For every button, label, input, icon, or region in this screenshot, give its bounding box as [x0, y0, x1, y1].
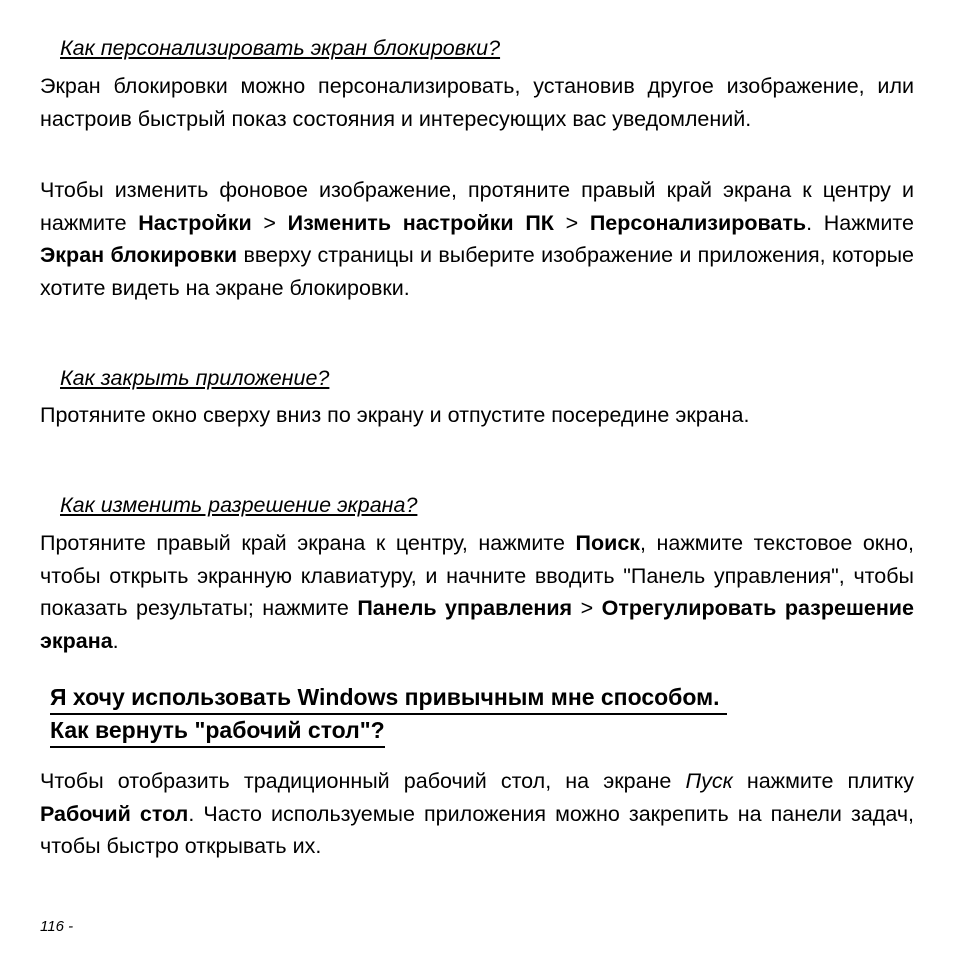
ui-term-change-pc-settings: Изменить настройки ПК [287, 210, 554, 235]
ui-term-control-panel: Панель управления [357, 596, 573, 620]
question-lock-screen: Как персонализировать экран блокировки? [60, 36, 501, 60]
section-heading-line1: Я хочу использовать Windows привычным мне способом. [50, 682, 727, 715]
paragraph-close-app: Протяните окно сверху вниз по экрану и отпустите посередине экрана. [40, 403, 750, 427]
ui-term-search: Поиск [575, 531, 641, 555]
section-heading-line2: Как вернуть "рабочий стол"? [50, 715, 385, 748]
ui-term-personalize: Персонализировать [589, 210, 807, 235]
paragraph-desktop: Чтобы отобразить традиционный рабочий стол, на экране Пуск нажмите плитку Рабочий стол. Часто используемые приложения можно закрепить на панели задач, чтобы быстро открывать их. [40, 769, 914, 858]
ui-term-lock-screen: Экран блокировки [40, 243, 238, 267]
ui-term-desktop-tile: Рабочий стол [40, 801, 189, 826]
paragraph-lock-screen-steps: Чтобы изменить фоновое изображение, протяните правый край экрана к центру и нажмите Настройки > Изменить настройки ПК > Персонализировать. Нажмите Экран блокировки вверху страницы и выберите изображение и приложения, которые хотите видеть на экране блокировки. [40, 178, 915, 300]
ui-term-start: Пуск [685, 769, 733, 793]
question-close-app: Как закрыть приложение? [60, 366, 330, 390]
question-screen-resolution: Как изменить разрешение экрана? [60, 493, 418, 517]
ui-term-settings: Настройки [138, 210, 252, 235]
paragraph-screen-resolution: Протяните правый край экрана к центру, нажмите Поиск, нажмите текстовое окно, чтобы открыть экранную клавиатуру, и начните вводить "Панель управления", чтобы показать результаты; нажмите Панель управления > Отрегулировать разрешение экрана. [40, 531, 914, 653]
paragraph-lock-screen-intro: Экран блокировки можно персонализировать, установив другое изображение, или настроив быстрый показ состояния и интересующих вас уведомлений. [40, 74, 914, 131]
section-heading [50, 682, 727, 748]
page-number: 116 - [40, 918, 74, 935]
ui-term-adjust-resolution: Отрегулировать разрешение экрана [40, 596, 914, 653]
